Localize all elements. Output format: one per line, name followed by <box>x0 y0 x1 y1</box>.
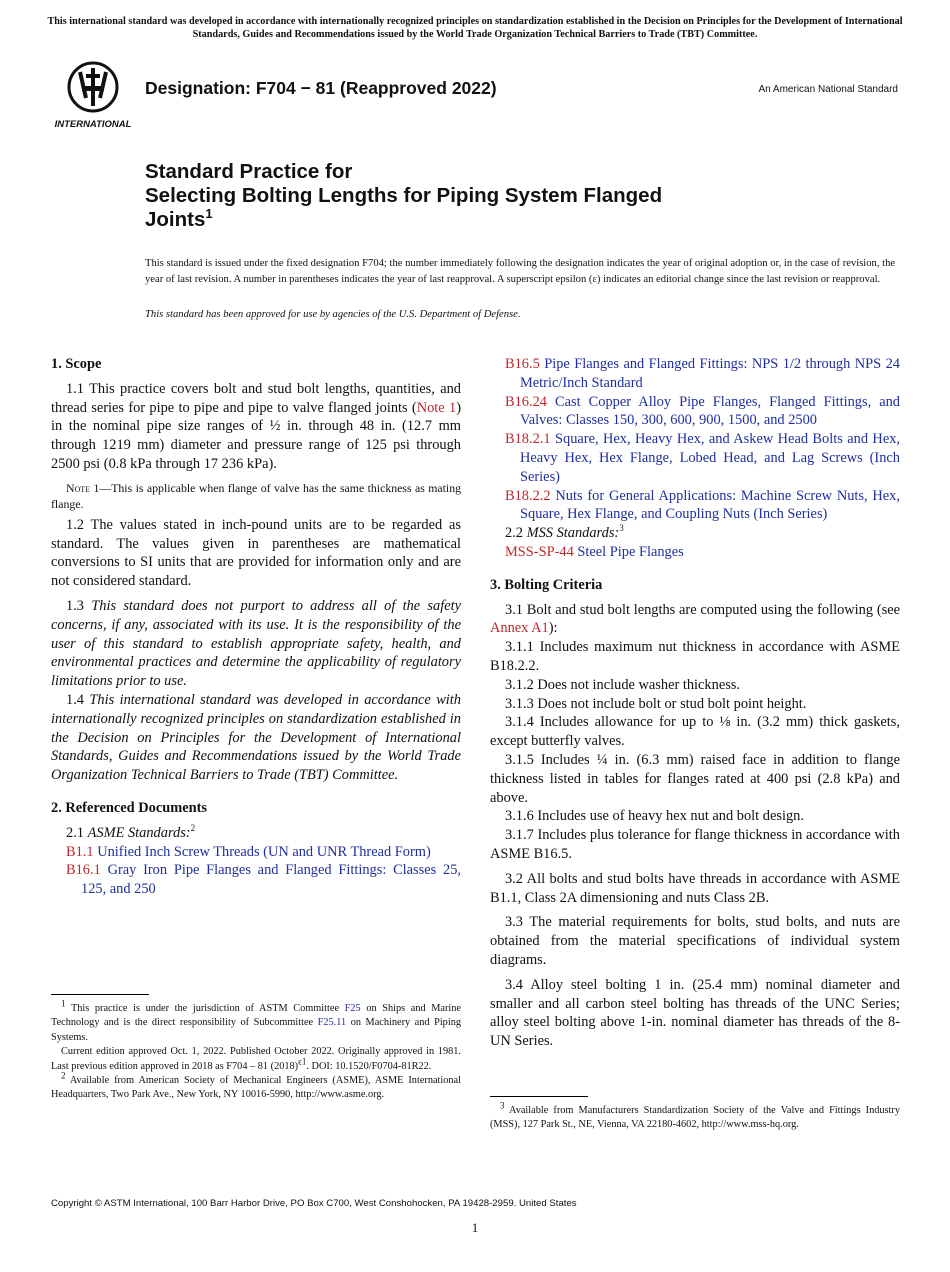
para-3-1-3: 3.1.3 Does not include bolt or stud bolt point height. <box>505 695 807 712</box>
f25-link[interactable]: F25 <box>344 1003 361 1014</box>
national-standard-label: An American National Standard <box>758 84 898 95</box>
scope-heading: 1. Scope <box>51 356 102 372</box>
footnote-2: $^2$ Available from American Society of Mechanical Engineers (ASME), ASME International Headquarters, Two Park Ave., New York, NY 10016-5990, http://www.asme.org. <box>51 1070 461 1101</box>
para-3-1-5: 3.1.5 Includes ¼ in. (6.3 mm) raised face in addition to flange thickness listed in tables for flanges rated at 400 psi (2.8 kPa) and above. <box>490 751 900 806</box>
ref-b1-1[interactable]: B1.1 Unified Inch Screw Threads (UN and UNR Thread Form) <box>66 843 431 860</box>
para-1-4: 1.4 This international standard was developed in accordance with internationally recognized principles on standardization established in the Decision on Principles for the Development of International Standards, Guides and Recommendations issued by the World Trade Organization Technical Barriers to Trade (TBT) Committee. <box>51 691 461 784</box>
note-1: Note 1—This is applicable when flange of valve has the same thickness as mating flange. <box>51 480 461 511</box>
logo-text: INTERNATIONAL <box>54 119 132 130</box>
left-column <box>51 355 461 899</box>
para-3-1-4: 3.1.4 Includes allowance for up to ⅛ in. (3.2 mm) thick gaskets, except butterfly valves. <box>490 714 900 750</box>
issuance-statement: This standard is issued under the fixed designation F704; the number immediately following the designation indicates the year of original adoption or, in the case of revision, the year of last revision. A number in parentheses indicates the year of last reapproval. A superscript epsilon (ε) indicates an editorial change since the last revision or reapproval. <box>145 258 896 285</box>
footnotes-right <box>490 1100 900 1133</box>
footnote-1-edition: Current edition approved Oct. 1, 2022. Published October 2022. Originally approved in 1981. Last previous edition approved in 2018 as F704 – 81 $(2018)^{\varepsilon 1}$. DOI: 10.1520/F0704-81R22. <box>51 1046 461 1072</box>
ref-b16-1[interactable]: B16.1 Gray Iron Pipe Flanges and Flanged Fittings: Classes 25, 125, and 250 <box>66 862 461 898</box>
para-3-1: 3.1 Bolt and stud bolt lengths are computed using the following (see Annex A1): <box>490 601 900 637</box>
title-line-2: Selecting Bolting Lengths for Piping System Flanged <box>145 184 663 207</box>
title-line-1: Standard Practice for <box>145 160 353 183</box>
para-1-1: 1.1 This practice covers bolt and stud bolt lengths, quantities, and thread series for pipe to pipe and pipe to valve flanged joints (Note 1) in the nominal pipe size ranges of ½ in. through 48 in. (12.7 mm through 1219 mm) diameter and pressure range of 125 psi through 2500 psi (0.8 kPa through 17 236 kPa). <box>51 380 461 472</box>
ref-b16-5[interactable]: B16.5 Pipe Flanges and Flanged Fittings: NPS 1/2 through NPS 24 Metric/Inch Standard <box>505 356 900 391</box>
ref-mss-sp-44[interactable]: MSS-SP-44 Steel Pipe Flanges <box>505 543 684 560</box>
para-3-1-7: 3.1.7 Includes plus tolerance for flange thickness in accordance with ASME B16.5. <box>490 827 900 862</box>
para-3-3: 3.3 The material requirements for bolts, stud bolts, and nuts are obtained from the material specifications of individual system diagrams. <box>490 914 900 968</box>
bolting-criteria-heading: 3. Bolting Criteria <box>490 576 603 593</box>
astm-logo <box>52 58 134 132</box>
title-line-3: Joints <box>145 208 206 231</box>
para-3-1-6: 3.1.6 Includes use of heavy hex nut and bolt design. <box>505 808 804 825</box>
title-footnote-mark: 1 <box>205 206 213 222</box>
para-1-3: 1.3 This standard does not purport to address all of the safety concerns, if any, associated with its use. It is the responsibility of the user of this standard to establish appropriate safety, health, and environmental practices and determine the applicability of regulatory limitations prior to use. <box>51 597 461 690</box>
document-title <box>145 160 845 232</box>
para-3-1-1: 3.1.1 Includes maximum nut thickness in accordance with ASME B18.2.2. <box>490 639 900 674</box>
para-1-2: 1.2 The values stated in inch-pound units are to be regarded as standard. The values given in parentheses are mathematical conversions to SI units that are provided for information only and are not considered standard. <box>51 516 461 590</box>
ref-b18-2-1[interactable]: B18.2.1 Square, Hex, Heavy Hex, and Askew Head Bolts and Hex, Heavy Hex, Hex Flange, Lobed Head, and Lag Screws (Inch Series) <box>505 431 900 485</box>
para-3-2: 3.2 All bolts and stud bolts have threads in accordance with ASME B1.1, Class 2A dimensioning and nuts Class 2B. <box>490 870 900 906</box>
page-number: 1 <box>471 1220 479 1235</box>
asme-standards-label: 2.1 ASME Standards:$^2$ <box>66 822 196 841</box>
footnotes-left <box>51 998 462 1103</box>
para-3-1-2: 3.1.2 Does not include washer thickness. <box>505 676 741 693</box>
ref-b16-24[interactable]: B16.24 Cast Copper Alloy Pipe Flanges, Flanged Fittings, and Valves: Classes 150, 300, 600, 900, 1500, and 2500 <box>505 393 900 429</box>
footnote-3: $^3$ Available from Manufacturers Standardization Society of the Valve and Fittings Industry (MSS), 127 Park St., NE, Vienna, VA 22180-4602, http://www.mss-hq.org. <box>490 1100 900 1131</box>
footnote-rule-left <box>51 994 149 995</box>
footnote-1: $^1$ This practice is under the jurisdiction of ASTM Committee F25 on Ships and Marine Technology and is the direct responsibility of Subcommittee F25.11 on Machinery and Piping Systems. <box>51 998 462 1043</box>
referenced-documents-heading: 2. Referenced Documents <box>51 799 207 816</box>
dod-approval: This standard has been approved for use by agencies of the U.S. Department of Defense. <box>145 309 521 320</box>
annex-a1-link[interactable]: Annex A1 <box>490 620 549 637</box>
para-3-4: 3.4 Alloy steel bolting 1 in. (25.4 mm) nominal diameter and smaller and all carbon steel bolting has threads of the UNC Series; alloy steel bolting above 1-in. nominal diameter has threads of the 8-UN Series. <box>490 976 900 1050</box>
note-1-link[interactable]: Note 1 <box>416 399 457 416</box>
ref-b18-2-2[interactable]: B18.2.2 Nuts for General Applications: Machine Screw Nuts, Hex, Square, Hex Flange, and Coupling Nuts (Inch Series) <box>505 487 900 523</box>
copyright-notice: Copyright © ASTM International, 100 Barr Harbor Drive, PO Box C700, West Conshohocken, PA 19428-2959. United States <box>51 1198 577 1209</box>
mss-standards-label: 2.2 MSS Standards:$^3$ <box>505 523 624 542</box>
f25-11-link[interactable]: F25.11 <box>317 1017 347 1029</box>
right-column <box>490 355 900 1051</box>
tbt-notice: This international standard was developed in accordance with internationally recognized principles on standardization established in the Decision on Principles for the Development of International Standards, Guides and Recommendations issued by the World Trade Organization Technical Barriers to Trade (TBT) Committee. <box>47 16 903 40</box>
footnote-rule-right <box>490 1096 588 1097</box>
designation: Designation: F704 − 81 (Reapproved 2022) <box>145 78 497 98</box>
